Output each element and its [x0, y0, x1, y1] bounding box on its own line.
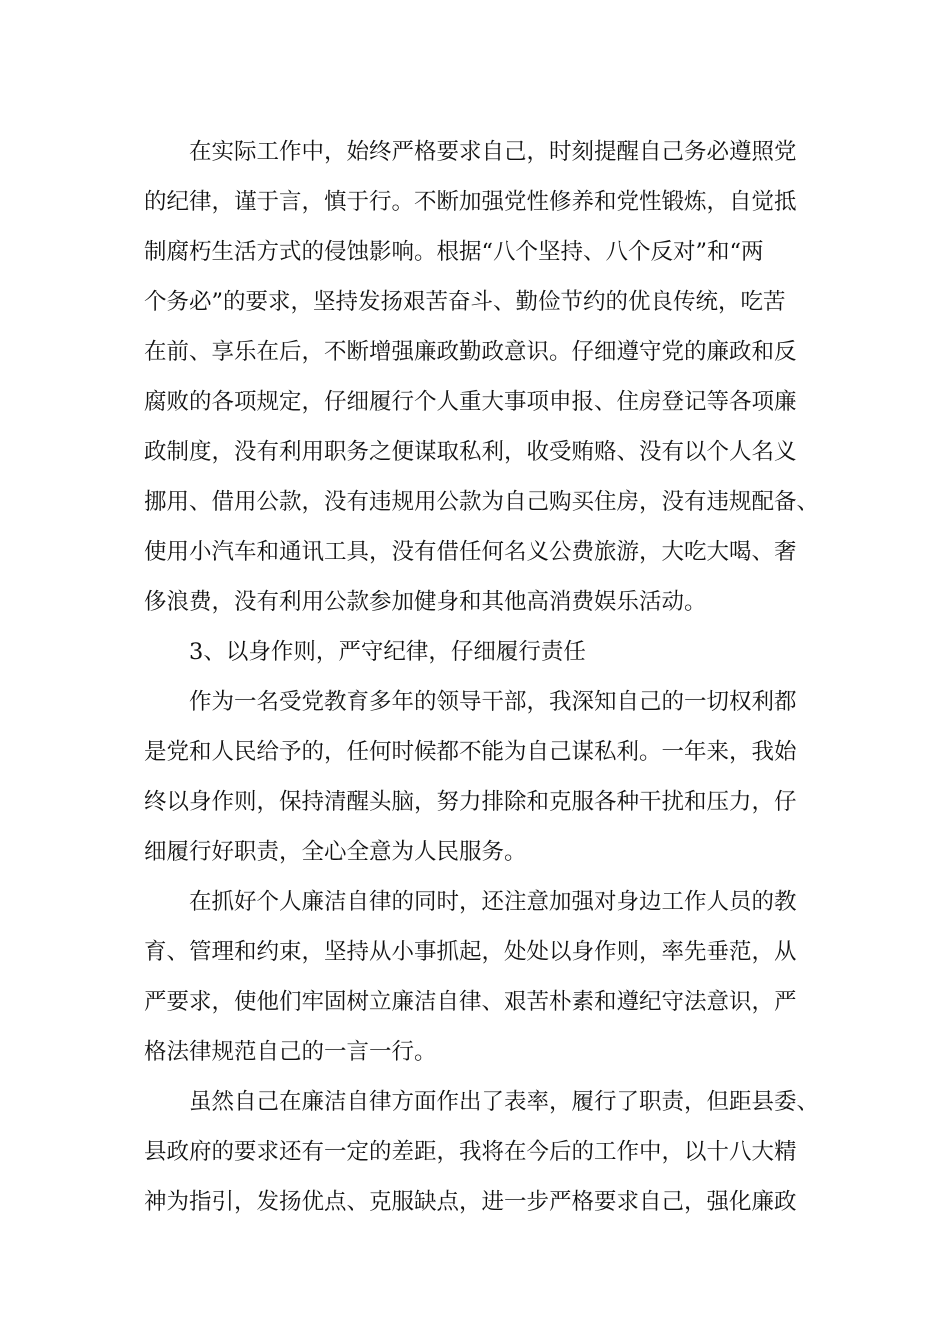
- paragraph-1-line-3: 制腐朽生活方式的侵蚀影响。根据“八个坚持、八个反对”和“两: [144, 239, 764, 265]
- paragraph-1-line-10: 侈浪费，没有利用公款参加健身和其他高消费娱乐活动。: [144, 589, 707, 615]
- section-heading: 3、以身作则，严守纪律，仔细履行责任: [189, 639, 586, 665]
- paragraph-3-line-2: 育、管理和约束，坚持从小事抓起，处处以身作则，率先垂范，从: [144, 939, 797, 965]
- paragraph-1-line-4: 个务必”的要求，坚持发扬艰苦奋斗、勤俭节约的优良传统，吃苦: [144, 289, 786, 315]
- paragraph-4-line-2: 县政府的要求还有一定的差距，我将在今后的工作中，以十八大精: [144, 1139, 797, 1165]
- paragraph-1-line-5: 在前、享乐在后，不断增强廉政勤政意识。仔细遵守党的廉政和反: [144, 339, 797, 365]
- paragraph-3-line-1: 在抓好个人廉洁自律的同时，还注意加强对身边工作人员的教: [189, 889, 797, 915]
- paragraph-3-line-3: 严要求，使他们牢固树立廉洁自律、艰苦朴素和遵纪守法意识，严: [144, 989, 797, 1015]
- paragraph-2-line-1: 作为一名受党教育多年的领导干部，我深知自己的一切权利都: [189, 689, 797, 715]
- paragraph-2-line-4: 细履行好职责，全心全意为人民服务。: [144, 839, 527, 865]
- paragraph-1-line-1: 在实际工作中，始终严格要求自己，时刻提醒自己务必遵照党: [189, 139, 797, 165]
- paragraph-1-line-6: 腐败的各项规定，仔细履行个人重大事项申报、住房登记等各项廉: [144, 389, 797, 415]
- paragraph-1-line-2: 的纪律，谨于言，慎于行。不断加强党性修养和党性锻炼，自觉抵: [144, 189, 797, 215]
- paragraph-3-line-4: 格法律规范自己的一言一行。: [144, 1039, 437, 1065]
- paragraph-1-line-9: 使用小汽车和通讯工具，没有借任何名义公费旅游，大吃大喝、奢: [144, 539, 797, 565]
- paragraph-1-line-8: 挪用、借用公款，没有违规用公款为自己购买住房，没有违规配备、: [144, 489, 820, 515]
- paragraph-1-line-7: 政制度，没有利用职务之便谋取私利，收受贿赂、没有以个人名义: [144, 439, 797, 465]
- paragraph-2-line-2: 是党和人民给予的，任何时候都不能为自己谋私利。一年来，我始: [144, 739, 797, 765]
- paragraph-4-line-3: 神为指引，发扬优点、克服缺点，进一步严格要求自己，强化廉政: [144, 1189, 797, 1215]
- paragraph-4-line-1: 虽然自己在廉洁自律方面作出了表率，履行了职责，但距县委、: [189, 1089, 820, 1115]
- paragraph-2-line-3: 终以身作则，保持清醒头脑，努力排除和克服各种干扰和压力，仔: [144, 789, 797, 815]
